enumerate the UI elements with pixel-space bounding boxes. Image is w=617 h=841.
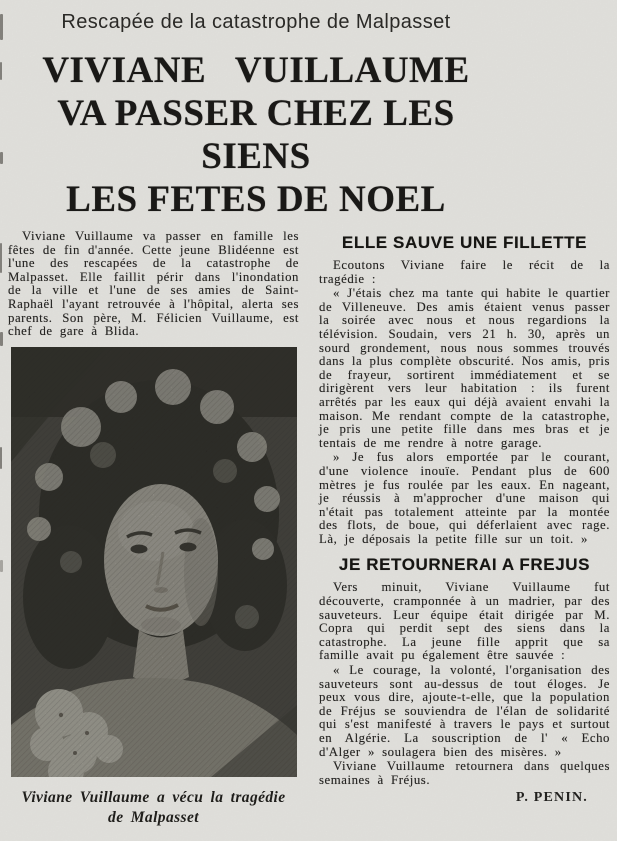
paragraph-quote-courage: « Le courage, la volonté, l'organisation des sauveteurs sont au-dessus de tout éloges. Je peux vous dire, ajoute-t-elle, que la population de Fréjus se souviendra de l'élan de solidarité qui s'est manifesté à travers le pays et surtout en Algérie. La souscription de l' « Echo d'Alger » soulagera bien des misères. » — [319, 663, 610, 759]
paragraph-quote-courant: » Je fus alors emportée par le courant, d'une violence inouïe. Pendant plus de 600 mètres je fus roulée par les eaux. En nageant, je réussis à m'approcher d'une maison qui n'était pas totalement atteinte par la montée des flots, de boue, qui déferlaient avec rage. Là, je déposais la petite fille sur un toit. » — [319, 450, 610, 546]
portrait-illustration — [11, 347, 297, 777]
scan-artifact — [0, 243, 2, 273]
headline-line-3: LES FETES DE NOEL — [66, 179, 446, 220]
byline: P. PENIN. — [515, 790, 588, 806]
section-heading-je-retournerai-a-frejus: JE RETOURNERAI A FREJUS — [338, 555, 591, 575]
intro-paragraph: Viviane Vuillaume va passer en famille les fêtes de fin d'année. Cette jeune Blidéenne est l'une des rescapées de la catastrophe de Malpasset. Elle faillit périr dans l'inondation de la ville et l'une de ses amies de Saint-Raphaël l'ayant retrouvée à l'hôpital, alerta ses parents. Son père, M. Félicien Vuillaume, est chef de gare à Blida. — [8, 229, 299, 339]
scan-artifact — [0, 62, 2, 80]
headline-line-1: VIVIANE VUILLAUME — [42, 50, 470, 91]
paragraph-recit-intro: Ecoutons Viviane faire le récit de la tragédie : — [319, 258, 610, 286]
left-column — [8, 230, 299, 828]
portrait-photo — [11, 347, 297, 777]
section-heading-elle-sauve-une-fillette: ELLE SAUVE UNE FILLETTE — [341, 233, 588, 252]
paragraph-quote-tante: « J'étais chez ma tante qui habite le quartier de Villeneuve. Des amis étaient venus passer la soirée avec nous et nous regardions la télévision. Soudain, vers 21 h. 30, après un sourd grondement, nous nous sommes trouvés dans la plus complète obscurité. Nos amis, pris de frayeur, sortirent immédiatement et se dirigèrent vers leur habitation : ils furent arrêtés par les eaux qui déjà avaient envahi la maison. Me rendant compte de la catastrophe, je pris une petite fille dans mes bras et je tentais de me rendre à notre garage. — [319, 286, 610, 450]
article-body — [0, 223, 617, 828]
scan-artifact — [0, 332, 3, 346]
caption-line-2: de Malpasset — [108, 808, 199, 826]
paragraph-sauveteurs: Vers minuit, Viviane Vuillaume fut découverte, cramponnée à un madrier, par des sauveteurs. Leur équipe était dirigée par M. Copra qui perdit sept des siens dans la catastrophe. La jeune fille apprit que sa famille avait pu également être sauvée : — [319, 580, 610, 663]
scan-artifact — [0, 447, 2, 469]
scan-artifact — [0, 14, 3, 40]
scan-artifact — [0, 152, 3, 164]
kicker: Rescapée de la catastrophe de Malpasset — [61, 11, 451, 33]
photo-caption — [8, 788, 299, 828]
headline — [0, 49, 512, 221]
scan-artifact — [0, 560, 3, 572]
right-column — [319, 230, 610, 828]
paragraph-retour-frejus: Viviane Vuillaume retournera dans quelques semaines à Fréjus. — [319, 759, 610, 787]
headline-line-2: VA PASSER CHEZ LES SIENS — [57, 93, 455, 177]
caption-line-1: Viviane Vuillaume a vécu la tragédie — [21, 788, 286, 806]
article-header — [0, 0, 512, 221]
